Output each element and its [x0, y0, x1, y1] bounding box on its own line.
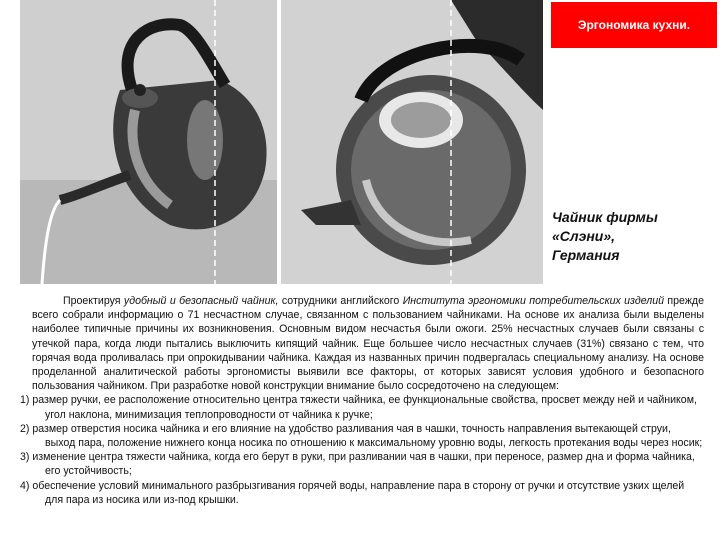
kettle-photo-right [281, 0, 543, 284]
caption-line: Чайник фирмы [552, 209, 658, 225]
caption-line: «Слэни», [552, 228, 616, 244]
list-item: 4) обеспечение условий минимального разбрызгивания горячей воды, направление пара в сторону от ручки и отсутствие узких щелей для пара из носика или из-под крышки. [20, 479, 685, 506]
list-item: 2) размер отверстия носика чайника и его влияние на удобство разливания чая в чашки, точность направления вытекающей струи, выход пара, положение нижнего конца носика по отношению к максимальному уровню воды, легкость протекания воды через носик; [20, 422, 703, 450]
intro-text: Проектируя [63, 295, 124, 307]
intro-text: сотрудники английского [278, 295, 403, 307]
photo-caption [552, 208, 712, 265]
intro-text: прежде всего собрали информацию о 71 несчастном случае, связанном с пользованием чайниками. На основе их анализа были выделены наиболее типичные причины их возникновения. Основным видом несчастья были ожоги. 25% несчастных случаев были связаны с утечкой пара, когда люди пытались выключить кипящий чайник. Еще большее число несчастных случаев (31%) связано с тем, что горячая вода проливалась при опрокидывании чайника. Каждая из названных причин подвергалась специальному анализу. На основе проделанной аналитической работы эргономисты выявили все факторы, от которых зависят условия удобного и безопасного пользования чайником. При разработке новой конструкции внимание было сосредоточено на следующем: [32, 295, 704, 393]
intro-emphasis: удобный и безопасный чайник, [123, 295, 279, 307]
caption-line: Германия [552, 247, 620, 263]
list-item: 3) изменение центра тяжести чайника, когда его берут в руки, при разливании чая в чашки, при переносе, размер дна и форма чайника, его устойчивость; [20, 451, 695, 478]
page-title: Эргономика кухни. [551, 2, 717, 48]
list-item: 1) размер ручки, ее расположение относительно центра тяжести чайника, ее функциональные свойства, просвет между ней и чайником, угол наклона, минимизация теплопроводности от чайника к ручке; [20, 394, 697, 421]
intro-paragraph [20, 294, 704, 393]
kettle-photo-left [20, 0, 277, 284]
institute-name: Института эргономики потребительских изделий [402, 295, 665, 307]
article-body [20, 294, 704, 507]
